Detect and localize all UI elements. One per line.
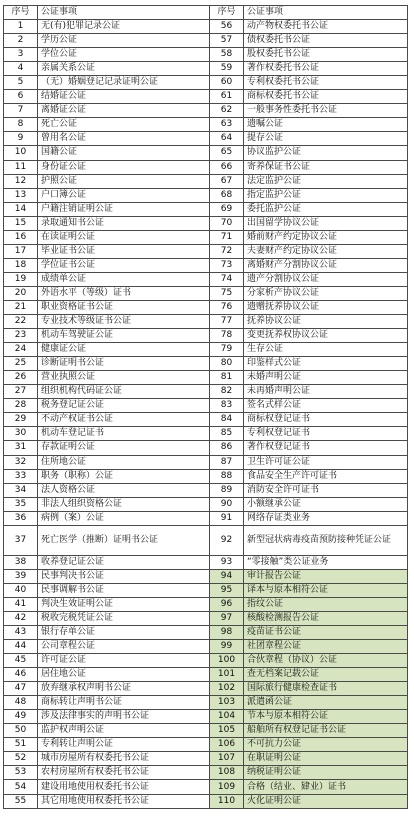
row-item-right: 指纹公证	[244, 597, 408, 611]
table-body	[4, 20, 408, 809]
row-no-left: 2	[4, 34, 38, 48]
table-row	[4, 399, 408, 413]
table-row	[4, 625, 408, 639]
row-item-right: 商标权委托书公证	[244, 90, 408, 104]
row-no-left: 8	[4, 118, 38, 132]
row-no-left: 10	[4, 146, 38, 160]
table-row	[4, 682, 408, 696]
row-no-right: 109	[210, 780, 244, 794]
row-item-left: 学历公证	[38, 34, 210, 48]
table-row	[4, 62, 408, 76]
row-item-left: 商标转让声明书公证	[38, 696, 210, 710]
row-item-left: 诊断证明书公证	[38, 357, 210, 371]
row-item-left: 不动产权证书公证	[38, 413, 210, 427]
row-no-left: 34	[4, 483, 38, 497]
row-no-right: 94	[210, 569, 244, 583]
table-row	[4, 202, 408, 216]
table-row	[4, 511, 408, 525]
row-no-right: 78	[210, 329, 244, 343]
row-item-right: 卫生许可证公证	[244, 455, 408, 469]
row-item-right: 疫苗证书公证	[244, 625, 408, 639]
row-no-right: 80	[210, 357, 244, 371]
table-row	[4, 413, 408, 427]
row-item-right: 签名式样公证	[244, 399, 408, 413]
row-item-right: 核酸检测报告公证	[244, 611, 408, 625]
table-row	[4, 244, 408, 258]
row-item-right: 节本与原本相符公证	[244, 710, 408, 724]
row-no-left: 31	[4, 441, 38, 455]
row-no-left: 38	[4, 555, 38, 569]
row-no-left: 53	[4, 766, 38, 780]
row-item-right: 食品安全生产许可证书	[244, 469, 408, 483]
row-no-right: 56	[210, 20, 244, 34]
row-no-right: 74	[210, 272, 244, 286]
table-row	[4, 357, 408, 371]
table-row	[4, 76, 408, 90]
table-header-row	[4, 6, 408, 20]
row-item-left: 离婚证公证	[38, 104, 210, 118]
row-no-left: 48	[4, 696, 38, 710]
table-row	[4, 34, 408, 48]
row-no-right: 68	[210, 188, 244, 202]
row-no-right: 87	[210, 455, 244, 469]
row-no-left: 54	[4, 780, 38, 794]
row-no-left: 44	[4, 640, 38, 654]
row-no-left: 27	[4, 385, 38, 399]
row-item-left: 其它用地使用权委托书公证	[38, 794, 210, 808]
row-no-right: 97	[210, 611, 244, 625]
row-no-right: 62	[210, 104, 244, 118]
row-item-right: 专利权委托书公证	[244, 76, 408, 90]
table-row	[4, 766, 408, 780]
table-row	[4, 724, 408, 738]
row-item-right: 消防安全许可证书	[244, 483, 408, 497]
row-item-left: 结婚证公证	[38, 90, 210, 104]
row-item-right: 专利权登记证书	[244, 427, 408, 441]
table-row	[4, 385, 408, 399]
row-item-left: 在读证明公证	[38, 230, 210, 244]
row-no-right: 99	[210, 640, 244, 654]
table-row	[4, 469, 408, 483]
row-item-left: 护照公证	[38, 174, 210, 188]
table-row	[4, 230, 408, 244]
table-row	[4, 174, 408, 188]
row-no-left: 52	[4, 752, 38, 766]
row-item-left: 公司章程公证	[38, 640, 210, 654]
row-no-left: 49	[4, 710, 38, 724]
row-item-left: 非法人组织资格公证	[38, 497, 210, 511]
table-row	[4, 752, 408, 766]
row-item-right: 指定监护公证	[244, 188, 408, 202]
table-row	[4, 696, 408, 710]
table-row	[4, 188, 408, 202]
row-no-left: 35	[4, 497, 38, 511]
table-row	[4, 427, 408, 441]
row-no-right: 107	[210, 752, 244, 766]
row-no-right: 79	[210, 343, 244, 357]
row-no-left: 18	[4, 258, 38, 272]
row-item-left: 居住地公证	[38, 668, 210, 682]
row-no-right: 66	[210, 160, 244, 174]
table-row	[4, 315, 408, 329]
table-row	[4, 525, 408, 555]
row-item-left: 法人资格公证	[38, 483, 210, 497]
row-no-right: 104	[210, 710, 244, 724]
row-item-right: 动产物权委托书公证	[244, 20, 408, 34]
table-row	[4, 710, 408, 724]
row-item-right: 审计报告公证	[244, 569, 408, 583]
row-item-right: 印鉴样式公证	[244, 357, 408, 371]
row-no-right: 83	[210, 399, 244, 413]
row-no-right: 85	[210, 427, 244, 441]
table-row	[4, 611, 408, 625]
row-item-left: 专业技术等级证书公证	[38, 315, 210, 329]
row-no-left: 43	[4, 625, 38, 639]
table-row	[4, 569, 408, 583]
row-item-left: 组织机构代码证公证	[38, 385, 210, 399]
row-item-left: 许可证公证	[38, 654, 210, 668]
table-row	[4, 272, 408, 286]
row-item-left: 无(有)犯罪记录公证	[38, 20, 210, 34]
row-no-left: 22	[4, 315, 38, 329]
row-no-right: 86	[210, 441, 244, 455]
table-row	[4, 780, 408, 794]
row-no-left: 29	[4, 413, 38, 427]
table-row	[4, 668, 408, 682]
row-no-right: 105	[210, 724, 244, 738]
row-no-left: 23	[4, 329, 38, 343]
row-no-right: 76	[210, 300, 244, 314]
row-no-left: 42	[4, 611, 38, 625]
row-no-left: 17	[4, 244, 38, 258]
row-no-left: 47	[4, 682, 38, 696]
row-item-left: 死亡医学（推断）证明书公证	[38, 525, 210, 555]
row-no-left: 46	[4, 668, 38, 682]
row-no-left: 24	[4, 343, 38, 357]
row-item-left: 银行存单公证	[38, 625, 210, 639]
row-item-right: 合伙章程（协议）公证	[244, 654, 408, 668]
row-no-right: 100	[210, 654, 244, 668]
row-item-right: 小额继承公证	[244, 497, 408, 511]
row-no-right: 93	[210, 555, 244, 569]
row-no-left: 12	[4, 174, 38, 188]
table-row	[4, 104, 408, 118]
table-row	[4, 640, 408, 654]
row-item-right: “零接触”类公证业务	[244, 555, 408, 569]
row-item-right: 分家析产协议公证	[244, 286, 408, 300]
row-no-right: 89	[210, 483, 244, 497]
row-item-left: 学位公证	[38, 48, 210, 62]
row-item-right: 遗嘱公证	[244, 118, 408, 132]
row-item-right: 协议监护公证	[244, 146, 408, 160]
table-row	[4, 90, 408, 104]
row-no-left: 51	[4, 738, 38, 752]
row-item-left: 机动车登记证书	[38, 427, 210, 441]
table-row	[4, 48, 408, 62]
row-item-left: 病例（案）公证	[38, 511, 210, 525]
row-no-right: 64	[210, 132, 244, 146]
header-no-left: 序号	[4, 6, 38, 20]
table-row	[4, 132, 408, 146]
table-row	[4, 555, 408, 569]
row-no-left: 11	[4, 160, 38, 174]
row-item-right: 债权委托书公证	[244, 34, 408, 48]
row-item-right: 提存公证	[244, 132, 408, 146]
row-item-left: 城市房屋所有权委托书公证	[38, 752, 210, 766]
row-item-right: 委托监护公证	[244, 202, 408, 216]
row-item-right: 法定监护公证	[244, 174, 408, 188]
row-item-left: 判决生效证明公证	[38, 597, 210, 611]
row-no-left: 1	[4, 20, 38, 34]
row-item-left: 户籍注销证明公证	[38, 202, 210, 216]
row-item-right: 新型冠状病毒疫苗预防接种凭证公证	[244, 525, 408, 555]
table-row	[4, 216, 408, 230]
row-no-right: 106	[210, 738, 244, 752]
row-item-left: 住所地公证	[38, 455, 210, 469]
row-no-left: 20	[4, 286, 38, 300]
row-no-right: 65	[210, 146, 244, 160]
row-item-right: 火化证明公证	[244, 794, 408, 808]
header-no-right: 序号	[210, 6, 244, 20]
table-row	[4, 329, 408, 343]
table-row	[4, 583, 408, 597]
row-no-left: 13	[4, 188, 38, 202]
row-no-right: 110	[210, 794, 244, 808]
row-item-left: （无）婚姻登记记录证明公证	[38, 76, 210, 90]
row-no-left: 26	[4, 371, 38, 385]
row-no-left: 37	[4, 525, 38, 555]
row-item-left: 学位证书公证	[38, 258, 210, 272]
row-item-left: 税务登记证公证	[38, 399, 210, 413]
row-item-left: 机动车驾驶证公证	[38, 329, 210, 343]
row-no-right: 108	[210, 766, 244, 780]
row-item-right: 派遣函公证	[244, 696, 408, 710]
row-item-left: 外语水平（等级）证书	[38, 286, 210, 300]
row-no-right: 67	[210, 174, 244, 188]
table-row	[4, 371, 408, 385]
row-no-left: 5	[4, 76, 38, 90]
row-no-left: 16	[4, 230, 38, 244]
row-no-right: 101	[210, 668, 244, 682]
row-item-left: 职业资格证书公证	[38, 300, 210, 314]
notary-items-table	[3, 5, 408, 809]
row-no-right: 60	[210, 76, 244, 90]
row-no-right: 96	[210, 597, 244, 611]
table-row	[4, 20, 408, 34]
row-no-left: 6	[4, 90, 38, 104]
header-item-left: 公证事项	[38, 6, 210, 20]
row-item-right: 股权委托书公证	[244, 48, 408, 62]
row-item-right: 著作权委托书公证	[244, 62, 408, 76]
row-item-left: 成绩单公证	[38, 272, 210, 286]
row-item-left: 职务（职称）公证	[38, 469, 210, 483]
row-no-right: 92	[210, 525, 244, 555]
table-row	[4, 497, 408, 511]
row-no-left: 40	[4, 583, 38, 597]
row-item-left: 民事调解书公证	[38, 583, 210, 597]
row-item-right: 未婚声明公证	[244, 371, 408, 385]
row-no-left: 41	[4, 597, 38, 611]
row-no-right: 90	[210, 497, 244, 511]
row-no-left: 30	[4, 427, 38, 441]
row-no-left: 3	[4, 48, 38, 62]
row-item-right: 抚养协议公证	[244, 315, 408, 329]
row-item-right: 网络存证类业务	[244, 511, 408, 525]
row-item-right: 变更抚养权协议公证	[244, 329, 408, 343]
row-item-right: 船舶所有权登记证书公证	[244, 724, 408, 738]
table-row	[4, 118, 408, 132]
table-row	[4, 483, 408, 497]
row-no-left: 28	[4, 399, 38, 413]
row-item-right: 寄养保证书公证	[244, 160, 408, 174]
notary-items-table-wrapper	[3, 5, 408, 809]
row-no-right: 91	[210, 511, 244, 525]
row-item-right: 未再婚声明公证	[244, 385, 408, 399]
row-no-left: 55	[4, 794, 38, 808]
row-no-left: 4	[4, 62, 38, 76]
row-no-left: 14	[4, 202, 38, 216]
row-item-right: 夫妻财产约定协议公证	[244, 244, 408, 258]
row-item-left: 收养登记证公证	[38, 555, 210, 569]
row-no-right: 103	[210, 696, 244, 710]
row-no-right: 70	[210, 216, 244, 230]
row-item-right: 译本与原本相符公证	[244, 583, 408, 597]
row-no-right: 58	[210, 48, 244, 62]
row-no-right: 102	[210, 682, 244, 696]
row-no-right: 81	[210, 371, 244, 385]
table-row	[4, 258, 408, 272]
table-row	[4, 794, 408, 808]
row-no-left: 15	[4, 216, 38, 230]
row-no-left: 36	[4, 511, 38, 525]
row-item-left: 涉及法律事实的声明书公证	[38, 710, 210, 724]
row-item-right: 著作权登记证书	[244, 441, 408, 455]
row-item-left: 国籍公证	[38, 146, 210, 160]
row-no-right: 95	[210, 583, 244, 597]
row-item-right: 纳税证明公证	[244, 766, 408, 780]
table-row	[4, 286, 408, 300]
row-item-right: 社团章程公证	[244, 640, 408, 654]
row-no-right: 71	[210, 230, 244, 244]
row-item-right: 出国留学协议公证	[244, 216, 408, 230]
row-item-right: 婚前财产约定协议公证	[244, 230, 408, 244]
table-row	[4, 597, 408, 611]
table-row	[4, 343, 408, 357]
row-item-right: 不可抗力公证	[244, 738, 408, 752]
row-item-right: 离婚财产分割协议公证	[244, 258, 408, 272]
table-row	[4, 455, 408, 469]
row-item-left: 建设用地使用权委托书公证	[38, 780, 210, 794]
row-no-right: 57	[210, 34, 244, 48]
row-no-right: 84	[210, 413, 244, 427]
row-no-left: 21	[4, 300, 38, 314]
row-no-left: 45	[4, 654, 38, 668]
row-no-right: 63	[210, 118, 244, 132]
row-no-left: 32	[4, 455, 38, 469]
row-item-right: 一般事务性委托书公证	[244, 104, 408, 118]
row-no-left: 33	[4, 469, 38, 483]
row-no-right: 73	[210, 258, 244, 272]
row-item-left: 户口簿公证	[38, 188, 210, 202]
row-no-left: 9	[4, 132, 38, 146]
row-no-left: 39	[4, 569, 38, 583]
header-item-right: 公证事项	[244, 6, 408, 20]
table-row	[4, 441, 408, 455]
row-item-left: 民事判决书公证	[38, 569, 210, 583]
table-row	[4, 738, 408, 752]
row-no-right: 82	[210, 385, 244, 399]
row-no-right: 61	[210, 90, 244, 104]
row-item-left: 专利转让声明公证	[38, 738, 210, 752]
row-item-right: 遗产分割协议公证	[244, 272, 408, 286]
row-item-left: 毕业证书公证	[38, 244, 210, 258]
row-no-right: 75	[210, 286, 244, 300]
row-no-left: 25	[4, 357, 38, 371]
row-no-right: 98	[210, 625, 244, 639]
row-no-left: 7	[4, 104, 38, 118]
row-item-left: 监护权声明公证	[38, 724, 210, 738]
row-item-left: 农村房屋所有权委托书公证	[38, 766, 210, 780]
row-item-left: 放弃继承权声明书公证	[38, 682, 210, 696]
row-item-right: 遗赠抚养协议公证	[244, 300, 408, 314]
row-item-left: 存款证明公证	[38, 441, 210, 455]
table-row	[4, 146, 408, 160]
row-item-left: 录取通知书公证	[38, 216, 210, 230]
row-item-left: 营业执照公证	[38, 371, 210, 385]
row-item-right: 商标权登记证书	[244, 413, 408, 427]
table-row	[4, 654, 408, 668]
row-item-left: 健康证公证	[38, 343, 210, 357]
row-item-right: 生存公证	[244, 343, 408, 357]
row-no-right: 59	[210, 62, 244, 76]
row-item-left: 税收完税凭证公证	[38, 611, 210, 625]
row-no-left: 19	[4, 272, 38, 286]
row-item-left: 曾用名公证	[38, 132, 210, 146]
table-row	[4, 160, 408, 174]
row-item-left: 亲属关系公证	[38, 62, 210, 76]
row-no-right: 69	[210, 202, 244, 216]
row-item-left: 死亡公证	[38, 118, 210, 132]
row-no-left: 50	[4, 724, 38, 738]
row-item-right: 国际旅行健康检查证书	[244, 682, 408, 696]
row-no-right: 88	[210, 469, 244, 483]
row-item-right: 合格（结业、肄业）证书	[244, 780, 408, 794]
table-row	[4, 300, 408, 314]
row-no-right: 72	[210, 244, 244, 258]
row-no-right: 77	[210, 315, 244, 329]
row-item-left: 身份证公证	[38, 160, 210, 174]
row-item-right: 查无档案记载公证	[244, 668, 408, 682]
row-item-right: 在职证明公证	[244, 752, 408, 766]
